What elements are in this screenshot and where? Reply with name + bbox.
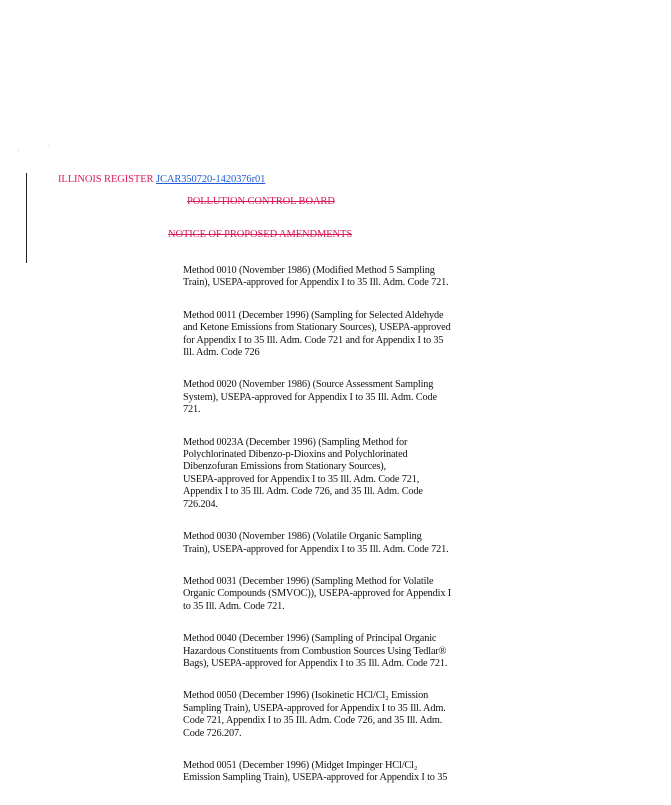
- register-title: ILLINOIS REGISTER: [58, 174, 154, 185]
- method-entry-line: Dibenzofuran Emissions from Stationary Sources),: [183, 461, 386, 473]
- scan-speck: ·: [48, 142, 51, 150]
- method-entry: [183, 576, 473, 613]
- method-entry: [183, 690, 473, 740]
- method-entry-line: Appendix I to 35 Ill. Adm. Code 726, and 35 Ill. Adm. Code: [183, 486, 423, 498]
- method-entry-line: Train), USEPA-approved for Appendix I to 35 Ill. Adm. Code 721.: [183, 277, 449, 289]
- method-entry-line: Code 721, Appendix I to 35 Ill. Adm. Code 726, and 35 Ill. Adm.: [183, 715, 443, 727]
- method-entry: [183, 437, 473, 511]
- method-entry-line: System), USEPA-approved for Appendix I to 35 Ill. Adm. Code: [183, 391, 437, 403]
- method-entry-line: Ill. Adm. Code 726: [183, 347, 260, 359]
- method-entry-line: Method 0050 (December 1996) (Isokinetic HCl/Cl₂ Emission: [183, 690, 429, 702]
- method-entry-line: and Ketone Emissions from Stationary Sources), USEPA-approved: [183, 322, 451, 334]
- method-entry-line: Method 0051 (December 1996) (Midget Impinger HCl/Cl₂: [183, 759, 418, 771]
- method-entry-line: Code 726.207.: [183, 727, 242, 739]
- document-id-link[interactable]: JCAR350720-1420376r01: [155, 174, 266, 185]
- register-header: [58, 174, 265, 185]
- method-entry: [183, 310, 473, 360]
- method-entry-line: Polychlorinated Dibenzo-p-Dioxins and Polychlorinated: [183, 449, 408, 461]
- notice-heading: NOTICE OF PROPOSED AMENDMENTS: [168, 229, 353, 240]
- method-entry-line: Hazardous Constituents from Combustion Sources Using Tedlar®: [183, 645, 447, 657]
- method-entry-line: Method 0031 (December 1996) (Sampling Method for Volatile: [183, 575, 434, 587]
- method-entry-line: Organic Compounds (SMVOC)), USEPA-approved for Appendix I: [183, 588, 452, 600]
- method-entry-line: Bags), USEPA-approved for Appendix I to 35 Ill. Adm. Code 721.: [183, 657, 448, 669]
- agency-heading: POLLUTION CONTROL BOARD: [187, 196, 335, 207]
- method-list: [183, 265, 473, 805]
- method-entry-line: USEPA-approved for Appendix I to 35 Ill. Adm. Code 721,: [183, 473, 420, 485]
- method-entry-line: Method 0030 (November 1986) (Volatile Organic Sampling: [183, 531, 422, 543]
- method-entry-line: Method 0011 (December 1996) (Sampling for Selected Aldehyde: [183, 309, 444, 321]
- method-entry-line: Emission Sampling Train), USEPA-approved for Appendix I to 35: [183, 772, 448, 784]
- method-entry-line: for Appendix I to 35 Ill. Adm. Code 721 and for Appendix I to 35: [183, 334, 444, 346]
- method-entry: [183, 531, 473, 556]
- method-entry-line: Train), USEPA-approved for Appendix I to 35 Ill. Adm. Code 721.: [183, 543, 449, 555]
- method-entry-line: Sampling Train), USEPA-approved for Appendix I to 35 Ill. Adm.: [183, 702, 446, 714]
- method-entry: [183, 633, 473, 670]
- method-entry-line: 726.204.: [183, 498, 218, 510]
- method-entry: [183, 760, 473, 785]
- revision-change-bar: [26, 173, 27, 263]
- method-entry: [183, 379, 473, 416]
- method-entry-line: Method 0020 (November 1986) (Source Assessment Sampling: [183, 379, 434, 391]
- method-entry-line: Method 0023A (December 1996) (Sampling Method for: [183, 436, 408, 448]
- method-entry-line: 721.: [183, 404, 201, 416]
- method-entry-line: to 35 Ill. Adm. Code 721.: [183, 600, 285, 612]
- method-entry-line: Method 0010 (November 1986) (Modified Method 5 Sampling: [183, 265, 435, 276]
- method-entry: [183, 265, 473, 290]
- method-entry-line: Method 0040 (December 1996) (Sampling of Principal Organic: [183, 633, 437, 645]
- scan-speck: ·: [17, 147, 20, 155]
